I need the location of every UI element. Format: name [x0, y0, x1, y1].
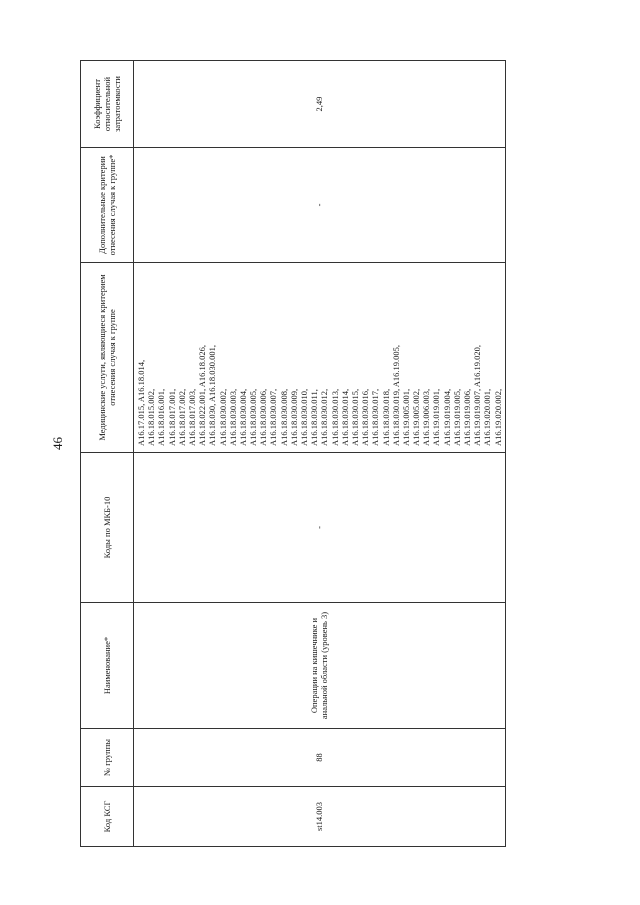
- service-code-line: A16.18.030.002,: [217, 388, 228, 446]
- service-code-line: A16.18.030.006,: [258, 388, 269, 446]
- service-code-line: A16.18.022.001, A16.18.026,: [197, 344, 208, 446]
- service-code-line: A16.17.015, A16.18.014,: [136, 359, 146, 446]
- services-list: [136, 267, 503, 446]
- service-code-line: A16.18.030.003,: [227, 388, 238, 446]
- cell-services: [134, 263, 506, 453]
- ksg-table: [80, 60, 506, 847]
- header-services: Медицинские услуги, являющиеся критерием отнесения случая к группе: [81, 263, 134, 453]
- service-code-line: A16.19.020.001,: [482, 388, 493, 446]
- cell-name: Операции на кишечнике и анальной области (уровень 3): [134, 603, 506, 729]
- header-extra-criteria: Дополнительные критерии отнесения случая к группе*: [81, 148, 134, 263]
- service-code-line: A16.19.019.004,: [441, 388, 452, 446]
- service-code-line: A16.19.005.001,: [400, 388, 411, 446]
- service-code-line: A16.19.019.006,: [462, 388, 472, 446]
- service-code-line: A16.18.017.002,: [176, 388, 187, 446]
- service-code-line: A16.18.030.019, A16.19.005,: [390, 344, 401, 446]
- service-code-line: A16.18.030.008,: [278, 388, 289, 446]
- service-code-line: A16.18.030.014,: [339, 388, 350, 446]
- ksg-table-rotated: [80, 61, 503, 847]
- header-row: [81, 61, 134, 847]
- header-group-number: № группы: [81, 729, 134, 787]
- page-number: 46: [50, 437, 65, 450]
- service-code-line: A16.19.019.005,: [451, 388, 462, 446]
- service-code-line: A16.18.030.007,: [268, 388, 279, 446]
- service-code-line: A16.18.017.003,: [186, 388, 197, 446]
- service-code-line: A16.19.006.003,: [421, 388, 432, 446]
- service-code-line: A16.18.016.001,: [156, 388, 167, 446]
- service-code-line: A16.18.030.009,: [288, 388, 299, 446]
- service-code-line: A16.18.015.002,: [146, 388, 157, 446]
- cell-group-number: 88: [134, 729, 506, 787]
- header-code: Код КСГ: [81, 787, 134, 847]
- service-code-line: A16.18.030.004,: [237, 388, 248, 446]
- service-code-line: A16.19.019.001,: [431, 388, 442, 446]
- service-code-line: A16.19.005.002,: [411, 388, 422, 446]
- service-code-line: A16.18.030.005,: [248, 388, 259, 446]
- header-coefficient: Коэффициент относительной затратоемкости: [81, 61, 134, 148]
- service-code-line: A16.18.030.010,: [299, 388, 309, 446]
- service-code-line: A16.19.020.002,: [492, 388, 503, 446]
- header-icd: Коды по МКБ-10: [81, 453, 134, 603]
- service-code-line: A16.18.030.016,: [360, 388, 371, 446]
- service-code-line: A16.18.030.017,: [370, 388, 381, 446]
- cell-extra-criteria: -: [134, 148, 506, 263]
- cell-icd: -: [134, 453, 506, 603]
- header-name: Наименование*: [81, 603, 134, 729]
- service-code-line: A16.18.030.011,: [309, 389, 320, 446]
- service-code-line: A16.19.019.007, A16.19.020,: [472, 344, 483, 446]
- service-code-line: A16.18.030.018,: [380, 388, 391, 446]
- service-code-line: A16.18.030.012,: [319, 388, 330, 446]
- table-row: [134, 61, 506, 847]
- service-code-line: A16.18.030, A16.18.030.001,: [207, 344, 218, 446]
- service-code-line: A16.18.030.015,: [349, 388, 360, 446]
- cell-code: st14.003: [134, 787, 506, 847]
- service-code-line: A16.18.017.001,: [166, 388, 177, 446]
- service-code-line: A16.18.030.013,: [329, 388, 340, 446]
- cell-coefficient: 2,49: [134, 61, 506, 148]
